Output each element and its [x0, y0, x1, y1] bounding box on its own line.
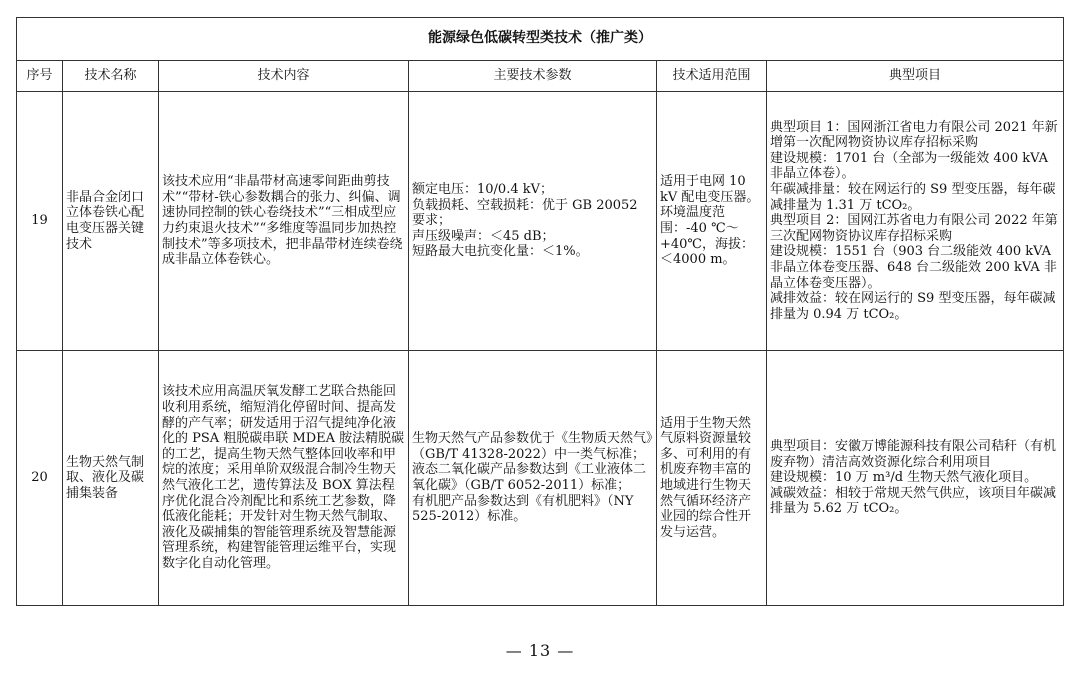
- row-number: 19: [17, 92, 63, 351]
- page-number: — 13 —: [505, 641, 575, 660]
- tech-content-cell: [159, 351, 409, 606]
- technology-table: [16, 17, 1064, 606]
- header-main-params: 主要技术参数: [409, 61, 657, 92]
- header-tech-content: 技术内容: [159, 61, 409, 92]
- tech-name-cell: 生物天然气制取、液化及碳捕集装备: [63, 351, 159, 606]
- projects-cell: [767, 351, 1064, 606]
- header-typical-projects: 典型项目: [767, 61, 1064, 92]
- table-title: 能源绿色低碳转型类技术（推广类）: [17, 18, 1064, 61]
- projects-text: 典型项目 1：国网浙江省电力有限公司 2021 年新增第一次配网物资协议库存招标采购 建设规模：1701 台（全部为一级能效 400 kVA 非晶立体卷）。 年碳减排量：较在网运行的 S9 型变压器，每年碳减排量为 1.31 万 tCO₂。 典型项目 2：国网江苏省电力有限公司 2022 年第三次配网物资协议库存招标采购 建设规模：1551 台（903 台二级能效 400 kVA 非晶立体卷变压器、648 台二级能效 200 kVA 非晶立体卷变压器）。 减排效益：较在网运行的 S9 型变压器，每年碳减排量为 0.94 万 tCO₂。: [770, 119, 1058, 322]
- header-seq: 序号: [17, 61, 63, 92]
- tech-content-text: 该技术应用高温厌氧发酵工艺联合热能回收利用系统，缩短消化停留时间、提高发酵的产气率；研发适用于沼气提纯净化液化的 PSA 粗脱碳串联 MDEA 胺法精脱碳的工艺，提高生物天然气整体回收率和甲烷的浓度；采用单阶双级混合制冷生物天然气液化工艺，遗传算法及 BOX 算法程序优化混合冷剂配比和系统工艺参数，降低液化能耗；开发针对生物天然气制取、液化及碳捕集的智能管理系统及智慧能源管理系统，构建智能管理运维平台，实现数字化自动化管理。: [162, 384, 405, 571]
- params-text: 额定电压：10/0.4 kV； 负载损耗、空载损耗：优于 GB 20052 要求； 声压级噪声：＜45 dB； 短路最大电抗变化量：＜1%。: [412, 182, 638, 260]
- header-tech-name: 技术名称: [63, 61, 159, 92]
- params-cell: [409, 351, 657, 606]
- scope-cell: 适用于生物天然气原料资源量较多、可利用的有机废弃物丰富的地域进行生物天然气循环经济产业园的综合性开发与运营。: [657, 351, 767, 606]
- header-row: [17, 61, 1064, 92]
- tech-name-cell: 非晶合金闭口立体卷铁心配电变压器关键技术: [63, 92, 159, 351]
- scope-cell: 适用于电网 10 kV 配电变压器。环境温度范围：-40 ℃～+40℃，海拔：＜4000 m。: [657, 92, 767, 351]
- projects-cell: [767, 92, 1064, 351]
- row-number: 20: [17, 351, 63, 606]
- tech-content-cell: [159, 92, 409, 351]
- tech-content-text: 该技术应用“非晶带材高速零间距曲剪技术”“带材-铁心参数耦合的张力、纠偏、调速协同控制的铁心卷绕技术”“三相成型应力约束退火技术”“多维度等温同步加热控制技术”等多项技术，把非晶带材连续卷绕成非晶立体卷铁心。: [162, 174, 403, 268]
- table-row: [17, 92, 1064, 351]
- params-cell: [409, 92, 657, 351]
- projects-text: 典型项目：安徽万博能源科技有限公司秸秆（有机废弃物）清洁高效资源化综合利用项目 建设规模：10 万 m³/d 生物天然气液化项目。 减碳效益：相较于常规天然气供应，该项目年碳减排量为 5.62 万 tCO₂。: [770, 439, 1057, 517]
- header-scope: 技术适用范围: [657, 61, 767, 92]
- table-row: [17, 351, 1064, 606]
- params-text: 生物天然气产品参数优于《生物质天然气》（GB/T 41328-2022）中一类气标准； 液态二氧化碳产品参数达到《工业液体二氧化碳》（GB/T 6052-2011）标准； 有机肥产品参数达到《有机肥料》（NY 525-2012）标准。: [412, 431, 653, 525]
